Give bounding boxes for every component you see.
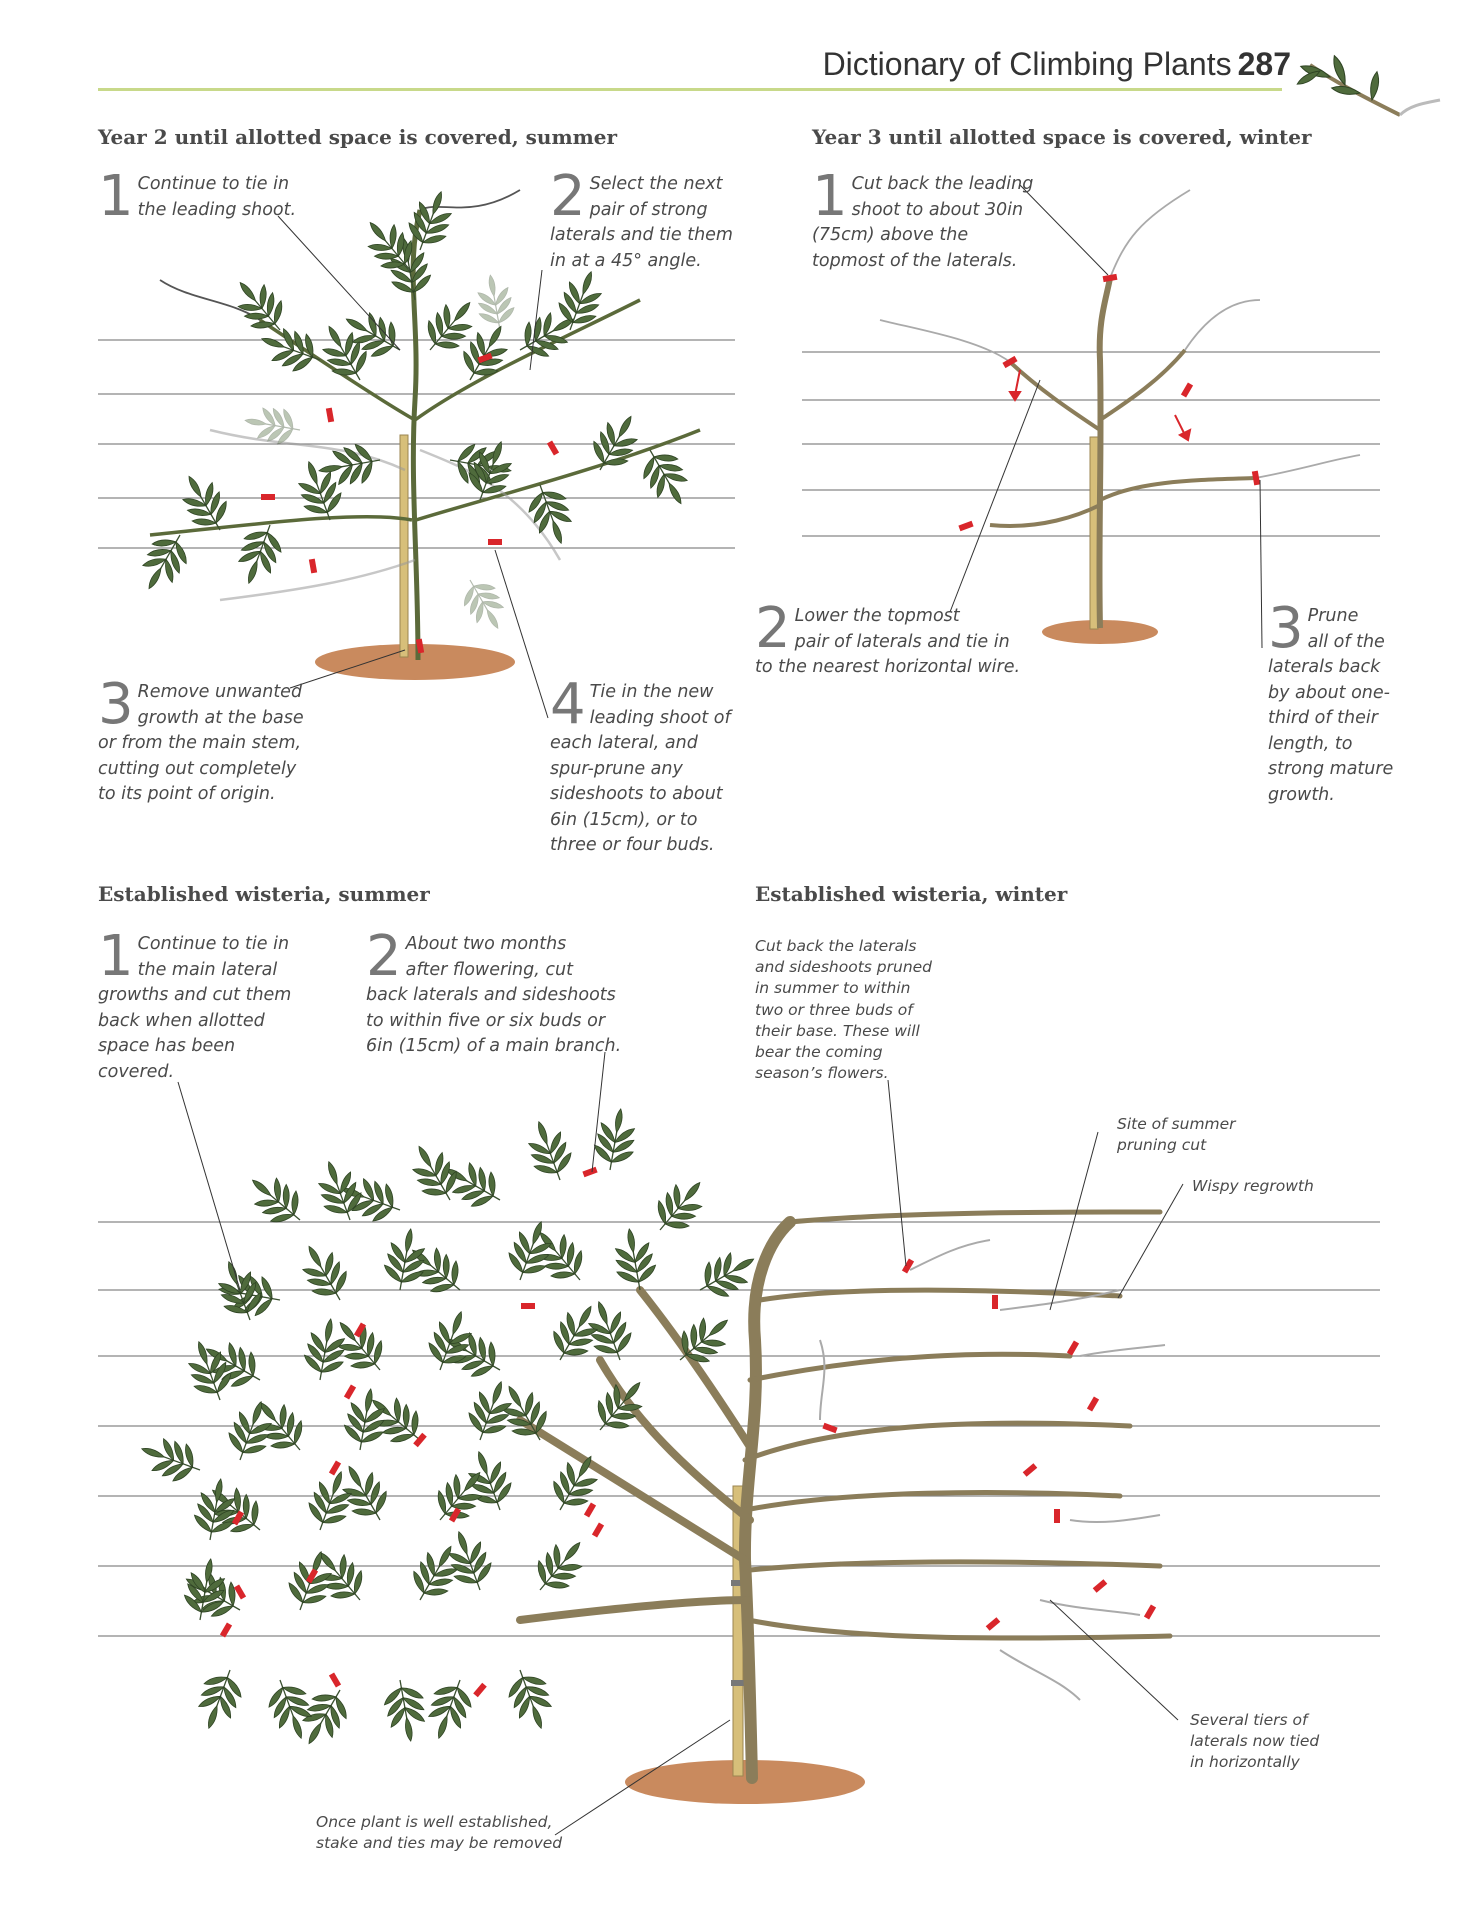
page-number: 287 [1237, 46, 1291, 82]
note-established-summer-2: 2 About two months after flowering, cut back laterals and sideshoots to within five or six buds or 6in (15cm) of a main branch. [366, 924, 622, 1056]
step-number: 1 [98, 924, 134, 989]
header-title: Dictionary of Climbing Plants [822, 46, 1232, 82]
step-number: 2 [550, 164, 586, 229]
diagram-established [98, 1052, 1380, 1835]
step-number: 3 [1268, 596, 1304, 661]
note-established-winter-cut-back: Cut back the laterals and sideshoots pruned in summer to within two or three buds of their base. These will bear the coming season’s flowers. [755, 937, 933, 1083]
note-year2-2: 2 Select the next pair of strong laterals and tie them in at a 45° angle. [550, 164, 733, 271]
note-year2-3: 3 Remove unwanted growth at the base or from the main stem, cutting out completely to its point of origin. [98, 672, 304, 804]
note-established-summer-1: 1 Continue to tie in the main lateral growths and cut them back when allotted space has been covered. [98, 924, 292, 1082]
step-number: 4 [550, 672, 586, 737]
step-number: 1 [812, 164, 848, 229]
step-number: 3 [98, 672, 134, 737]
note-site-of-summer-cut: Site of summer pruning cut [1117, 1115, 1236, 1155]
note-year3-1: 1 Cut back the leading shoot to about 30in (75cm) above the topmost of the laterals. [812, 164, 1034, 271]
note-year2-1: 1 Continue to tie in the leading shoot. [98, 164, 297, 229]
note-year3-2: 2 Lower the topmost pair of laterals and tie in to the nearest horizontal wire. [755, 596, 1021, 677]
step-number: 2 [755, 596, 791, 661]
note-tiers-of-laterals: Several tiers of laterals now tied in horizontally [1190, 1711, 1320, 1772]
section-title-year3-winter: Year 3 until allotted space is covered, winter [812, 125, 1312, 149]
section-title-year2-summer: Year 2 until allotted space is covered, summer [98, 125, 618, 149]
summer-foliage [134, 1105, 764, 1754]
step-number: 2 [366, 924, 402, 989]
section-title-established-winter: Established wisteria, winter [755, 882, 1068, 906]
cut-marks [220, 1167, 1156, 1698]
note-year3-3: 3 Prune all of the laterals back by about one- third of their length, to strong mature growth. [1268, 596, 1394, 805]
note-year2-4: 4 Tie in the new leading shoot of each lateral, and spur-prune any sideshoots to about 6in (15cm), or to three or four buds. [550, 672, 731, 855]
note-wispy-regrowth: Wispy regrowth [1192, 1177, 1314, 1195]
sprig-icon [1295, 54, 1440, 115]
section-title-established-summer: Established wisteria, summer [98, 882, 430, 906]
step-number: 1 [98, 164, 134, 229]
note-stake-removed: Once plant is well established, stake and ties may be removed [316, 1813, 563, 1853]
